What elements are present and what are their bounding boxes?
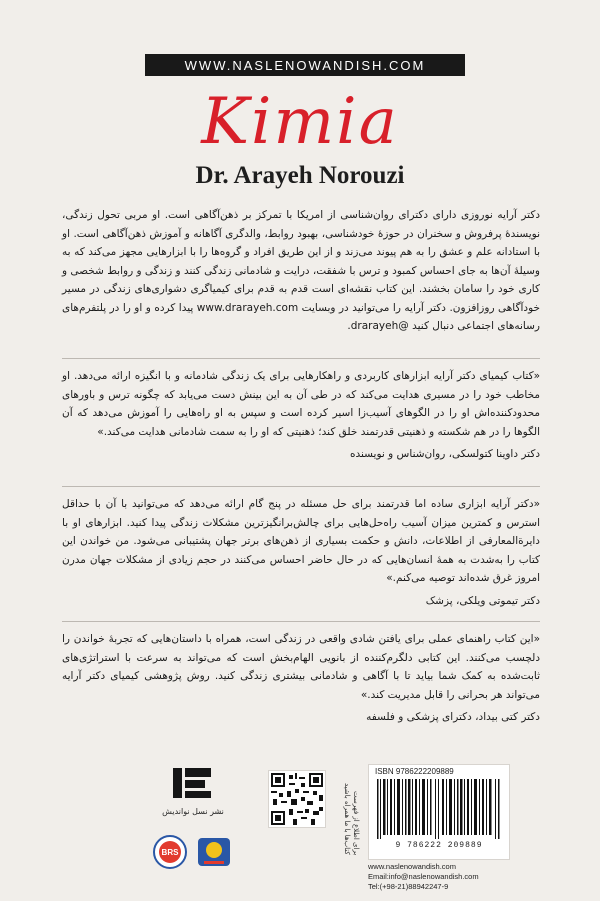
vertical-note: برای اطلاع از فهرست کتاب‌ها با ما همراه باشید [343,783,360,855]
book-title: Kimia [201,85,399,159]
website-banner: WWW.NASLENOWANDISH.COM [145,54,465,76]
quote-block-2 [62,495,540,610]
quote-attribution: دکتر تیموتی ویلکی، پزشک [425,594,540,607]
divider [62,358,540,359]
quote-block-1 [62,367,540,464]
author-bio [62,206,540,336]
publisher-phone: Tel:(+98-21)88942247-9 [368,882,449,891]
publisher-contact [368,862,518,892]
isbn-digits: 9 786222 209889 [395,841,483,850]
award-badge-icon [196,834,232,870]
barcode-icon [375,779,503,839]
isbn-barcode [368,764,510,860]
qr-code-icon [268,770,326,828]
quote-text: «دکتر آرایه ابزاری ساده اما قدرتمند برای حل مسئله در پنج گام ارائه می‌دهد که می‌توانید با آن با حداقل استرس و کمترین میزان آسیب راه‌حل‌هایی برای چالش‌برانگیزترین مشکلات زندگی پیدا کنید. ابزارهای او با دایرةالمعارفی از اطلاعات، دانش و حکمت بسیاری از ذهن‌های برتر جهان پشتیبانی می‌شود. من خواندن این کتاب را به‌شدت به همهٔ انسان‌هایی که در حال حاضر احساس می‌کنند در حجم زیادی از مشکلات جهان مدرن امروز غرق شده‌اند توصیه می‌کنم.» [62,498,540,584]
isbn-label: ISBN 9786222209889 [375,767,454,776]
publisher-email: Email:info@naslenowandish.com [368,872,479,881]
quote-text: «این کتاب راهنمای عملی برای یافتن شادی واقعی در زندگی است، همراه با داستان‌هایی که تجربهٔ خواندن را دلچسب می‌کنند. این کتابی دلگرم‌کننده از بانویی الهام‌بخش است که می‌تواند به سرعت با استراتژی‌های ثابت‌شده به کمک شما بیاید تا با آگاهی و شادمانی بیشتری زندگی کنید. روش پژوهشی کیمیای دکتر آرایه می‌تواند هر بحرانی را قابل مدیریت کند.» [62,633,540,701]
quote-attribution: دکتر کتی بیداد، دکترای پزشکی و فلسفه [366,711,540,723]
publisher-name: نشر نسل نواندیش [162,807,224,816]
publisher-logos [138,760,248,880]
quote-attribution: دکتر داوینا کتولسکی، روان‌شناس و نویسنده [349,448,540,460]
badge-label: BRS [161,848,179,857]
author-name: Dr. Arayeh Norouzi [195,162,405,189]
brs-badge-icon [152,834,188,870]
publisher-website: www.naslenowandish.com [368,862,456,871]
publisher-logo-icon [171,764,213,804]
author-bio-text: دکتر آرایه نوروزی دارای دکترای روان‌شناسی از امریکا با تمرکز بر ذهن‌آگاهی است. او مربی تحول زندگی، نویسندهٔ پرفروش و سخنران در حوزهٔ خودشناسی، بهبود روابط، والدگری آگاهانه و آموزش ذهن‌آگاهی است. او با استادانه علم و عشق را به هم پیوند می‌زند و از این طریق افراد و گروه‌ها را با ابزارهایی مجهز می‌کند که به وسیلهٔ آن‌ها به جای احساس کمبود و ترس با شفقت، درایت و شادمانی زندگی کنند و زندگی و روابط شخصی و کاری خود را سامان بخشند. این کتاب نقشه‌ای است قدم به قدم برای کیمیاگری دشواری‌های زندگی در مسیر خودآگاهی روزافزون. دکتر آرایه را می‌توانید در وبسایت www.drarayeh.com پیدا کرده و او را در پلتفرم‌های رسانه‌های اجتماعی دنبال کنید @drarayeh. [62,209,540,332]
divider [62,486,540,487]
divider [62,621,540,622]
quote-text: «کتاب کیمیای دکتر آرایه ابزارهای کاربردی و راهکارهایی برای یک زندگی شادمانه و با انگیزه ارائه می‌دهد. او مخاطب خود را در مسیری هدایت می‌کند که در طی آن به این بینش دست می‌یابد که چگونه ترس و باورهای محدودکننده‌اش او را در الگوهای آسیب‌زا اسیر کرده است و سپس به او راه‌هایی را آموزش می‌دهد که آن الگوها را در هم شکسته و ذهنیتی قدرتمند خلق کند؛ ذهنیتی که او را به سمت شادمانی هدایت می‌کند.» [62,370,540,438]
quote-block-3 [62,630,540,727]
